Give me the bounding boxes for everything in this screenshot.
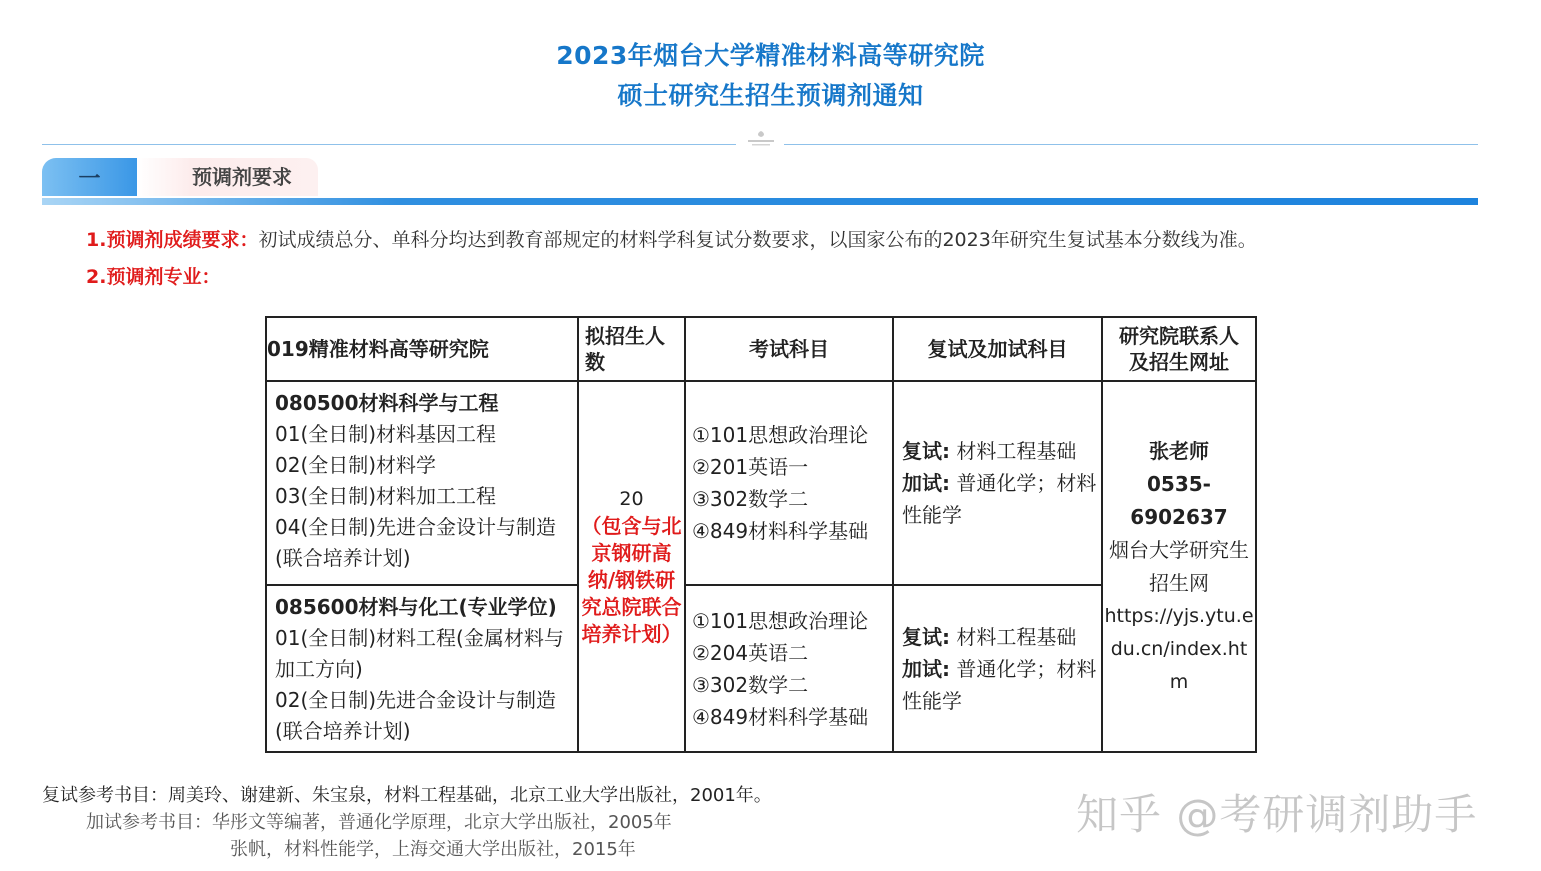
header-retest: 复试及加试科目 (893, 317, 1102, 381)
exam-subject: ②201英语一 (692, 455, 809, 479)
exam-subject: ③302数学二 (692, 672, 809, 697)
requirement-score-text: 初试成绩总分、单科分均达到教育部规定的材料学科复试分数要求，以国家公布的2023年研究生复试基本分数线为准。 (258, 229, 1257, 251)
requirement-major (86, 262, 220, 289)
exam-cell (685, 585, 893, 752)
major-direction: 01(全日制)材料基因工程 (275, 422, 497, 446)
page-subtitle: 硕士研究生招生预调剂通知 (617, 81, 924, 110)
contact-name: 张老师 (1149, 438, 1209, 463)
major-cell-085600 (266, 585, 578, 752)
exam-subject: ②204英语二 (692, 640, 809, 665)
header-institute: 019精准材料高等研究院 (266, 317, 578, 381)
contact-url-link[interactable]: https://yjs.ytu.edu.cn/index.htm (1104, 604, 1254, 693)
quota-cell (578, 381, 685, 752)
contact-site-name: 烟台大学研究生招生网 (1109, 537, 1249, 595)
requirement-score (86, 225, 1257, 252)
major-cell-080500 (266, 381, 578, 585)
quota-number: 20 (619, 488, 644, 510)
contact-cell (1102, 381, 1256, 752)
exam-subject: ④849材料科学基础 (692, 704, 869, 729)
retest-cell: 复试: 材料工程基础 加试: 普通化学；材料性能学 (893, 585, 1102, 752)
exam-subject: ①101思想政治理论 (692, 423, 869, 447)
section-label: 预调剂要求 (192, 165, 292, 189)
page-title: 2023年烟台大学精准材料高等研究院 (556, 41, 985, 70)
extra-reference-2: 张帆，材料性能学，上海交通大学出版社，2015年 (230, 839, 636, 860)
retest-cell: 复试: 材料工程基础 加试: 普通化学；材料性能学 (893, 381, 1102, 585)
major-direction: 02(全日制)材料学 (275, 453, 437, 477)
requirement-major-label: 2.预调剂专业： (86, 266, 221, 288)
divider-right (784, 144, 1478, 145)
table-header-row (266, 317, 1256, 381)
header-quota: 拟招生人 数 (578, 317, 685, 381)
section-bar (42, 198, 1478, 205)
extra-reference-1: 加试参考书目：华彤文等编著，普通化学原理，北京大学出版社，2005年 (86, 812, 672, 833)
exam-cell (685, 381, 893, 585)
exam-subject: ①101思想政治理论 (692, 608, 869, 633)
retest-reference: 复试参考书目：周美玲、谢建新、朱宝泉，材料工程基础，北京工业大学出版社，2001年。 (42, 785, 772, 806)
section-number: 一 (42, 158, 137, 196)
requirement-score-label: 1.预调剂成绩要求： (86, 229, 259, 251)
major-title: 080500材料科学与工程 (275, 391, 499, 415)
contact-phone: 0535-6902637 (1130, 471, 1228, 529)
exam-subject: ③302数学二 (692, 487, 809, 511)
table-row (266, 381, 1256, 585)
major-direction: 04(全日制)先进合金设计与制造(联合培养计划) (275, 515, 557, 570)
quota-note: （包含与北京钢研高纳/钢铁研究总院联合培养计划） (581, 514, 682, 646)
section-header (42, 158, 318, 196)
major-direction: 03(全日制)材料加工工程 (275, 484, 497, 508)
divider-ornament-icon (744, 129, 778, 151)
watermark: 知乎 @考研调剂助手 (1076, 790, 1478, 839)
program-table (265, 316, 1257, 753)
major-title: 085600材料与化工(专业学位) (275, 595, 557, 619)
exam-subject: ④849材料科学基础 (692, 519, 869, 543)
header-exams: 考试科目 (685, 317, 893, 381)
header-contact: 研究院联系人 及招生网址 (1102, 317, 1256, 381)
major-direction: 02(全日制)先进合金设计与制造(联合培养计划) (275, 688, 557, 743)
divider-left (42, 144, 736, 145)
major-direction: 01(全日制)材料工程(金属材料与加工方向) (275, 626, 564, 681)
